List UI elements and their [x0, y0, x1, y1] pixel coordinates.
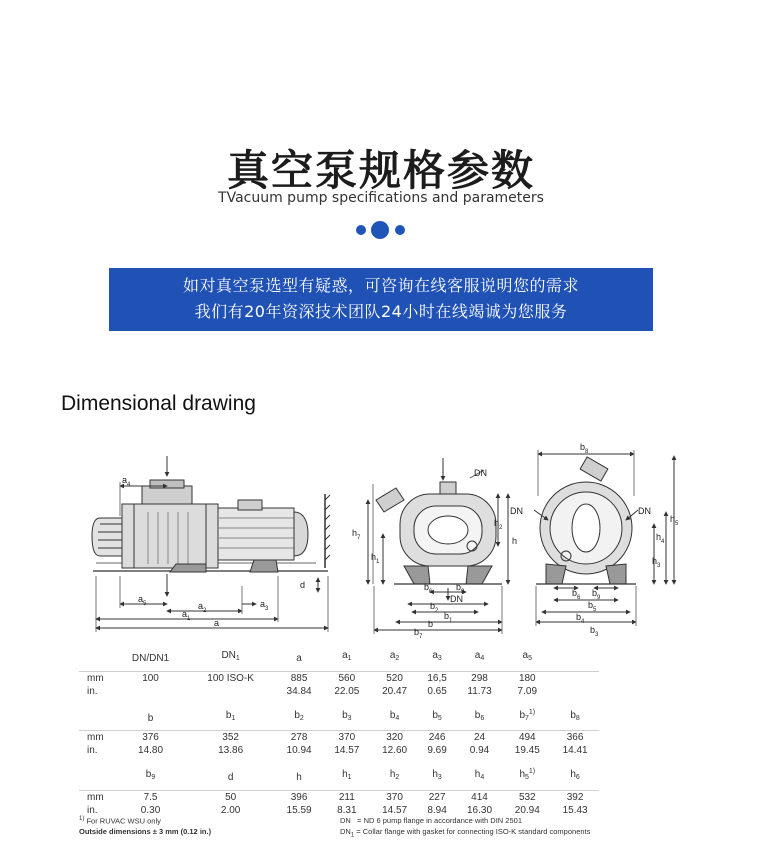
svg-text:a2: $a_2$	[198, 601, 207, 614]
column-header: $h_1$	[342, 769, 352, 781]
svg-text:a: a	[214, 618, 220, 628]
table-cell: 16,5	[427, 672, 447, 684]
contact-banner	[109, 268, 653, 331]
svg-text:b8: $b_8$	[580, 442, 589, 455]
svg-text:b7: $b_7$	[414, 627, 423, 640]
banner-line-2: 我们有20年资深技术团队24小时在线竭诚为您服务	[194, 302, 568, 321]
table-row	[79, 790, 599, 804]
unit-label: mm	[87, 791, 104, 803]
table-row	[79, 685, 599, 698]
column-header: $b_7^{1)}$	[519, 708, 536, 722]
table-cell: 24	[473, 732, 486, 743]
table-row	[79, 744, 599, 757]
table-cell: 494	[518, 732, 536, 743]
svg-text:b4: $b_4$	[576, 612, 585, 625]
table-cell	[79, 648, 115, 667]
column-header: b	[147, 712, 154, 724]
svg-text:b1: $b_1$	[444, 611, 453, 624]
table-cell: 370	[386, 791, 403, 803]
table-cell: 100 ISO-K	[207, 672, 254, 684]
table-cell: 11.73	[467, 685, 492, 697]
table-cell: 12.60	[382, 745, 408, 756]
column-header: $h_5^{1)}$	[519, 768, 536, 781]
svg-text:b3: $b_3$	[590, 625, 599, 638]
column-header: a	[296, 653, 302, 664]
table-cell: 366	[566, 732, 584, 743]
table-cell: 14.41	[562, 745, 588, 756]
spec-table	[79, 648, 599, 817]
table-cell: 180	[518, 672, 536, 684]
table-cell: 50	[225, 791, 237, 803]
section-title: Dimensional drawing	[61, 392, 256, 415]
table-cell: 20.47	[382, 685, 408, 697]
table-cell: 211	[338, 791, 355, 803]
column-header: $a_4$	[474, 650, 485, 662]
table-cell	[79, 706, 115, 727]
svg-text:DN: DN	[450, 594, 463, 604]
table-cell: 246	[428, 732, 446, 743]
table-cell	[79, 765, 115, 786]
table-cell: 15.43	[562, 804, 588, 816]
table-cell: 278	[290, 732, 308, 743]
svg-text:h7: $h_7$	[352, 528, 361, 541]
svg-text:DN: DN	[510, 506, 523, 516]
table-row	[79, 804, 599, 817]
table-cell: 14.80	[138, 745, 164, 756]
unit-label: in.	[87, 685, 98, 697]
table-cell: 352	[222, 732, 239, 743]
table-cell	[551, 685, 599, 698]
rear-view	[534, 450, 674, 626]
column-header: $b_6$	[474, 709, 485, 722]
column-header: $b_2$	[294, 709, 304, 722]
svg-text:b5: $b_5$	[588, 600, 597, 613]
table-cell: 392	[566, 791, 584, 803]
table-cell	[115, 685, 186, 698]
table-cell: 16.30	[467, 804, 493, 816]
table-cell: 9.69	[427, 745, 447, 756]
table-cell: 10.94	[286, 745, 312, 756]
svg-text:b6: $b_6$	[424, 582, 433, 595]
svg-text:h3: $h_3$	[652, 556, 661, 569]
svg-text:a1: $a_1$	[182, 609, 191, 622]
column-header: $a_1$	[342, 650, 352, 662]
svg-text:b6: $b_6$	[572, 588, 581, 601]
unit-label: mm	[87, 732, 104, 743]
column-header: $b_9$	[145, 769, 156, 781]
table-cell: 376	[142, 732, 159, 743]
table-cell: 370	[338, 732, 356, 743]
decorative-dots	[0, 219, 762, 241]
table-cell: 7.09	[517, 685, 538, 697]
column-header: $b_5$	[432, 709, 442, 722]
column-header: $h_3$	[432, 769, 442, 781]
table-row	[79, 671, 599, 685]
table-cell: 560	[338, 672, 356, 684]
column-header: $b_8$	[570, 709, 580, 722]
column-header: $a_3$	[432, 650, 442, 662]
table-cell: 396	[290, 791, 308, 803]
column-header: h	[296, 772, 302, 783]
unit-label: in.	[87, 804, 98, 816]
footnote-1: $^{1)}$ For RUVAC WSU only	[79, 816, 161, 826]
banner-line-1: 如对真空泵选型有疑惑，可咨询在线客服说明您的需求	[182, 276, 579, 295]
table-cell: 14.57	[382, 804, 408, 816]
svg-text:h4: $h_4$	[656, 532, 665, 545]
column-header: $b_1$	[225, 709, 236, 722]
table-cell	[551, 648, 599, 667]
svg-text:d: d	[300, 580, 306, 590]
svg-text:b: b	[428, 619, 434, 629]
dot-small-left	[356, 225, 366, 235]
table-row	[79, 731, 599, 745]
table-cell: 298	[471, 672, 488, 684]
table-cell	[551, 671, 599, 685]
svg-text:b9: $b_9$	[456, 582, 465, 595]
table-cell	[186, 685, 275, 698]
table-cell: 20.94	[514, 804, 540, 816]
table-cell: 15.59	[286, 804, 312, 816]
table-cell: 0.65	[427, 685, 447, 697]
table-cell: 227	[428, 791, 446, 803]
table-cell: 13.86	[218, 745, 244, 756]
column-header: d	[227, 772, 234, 783]
column-header: $h_2$	[389, 769, 400, 781]
column-header: $h_4$	[474, 769, 485, 781]
table-cell: 100	[142, 672, 159, 684]
page-subtitle: TVacuum pump specifications and parameters	[218, 190, 544, 206]
table-cell: 2.00	[220, 804, 241, 816]
table-cell: 34.84	[286, 685, 312, 697]
column-header: $a_2$	[389, 650, 400, 662]
table-cell: 885	[290, 672, 308, 684]
table-cell: 14.57	[334, 745, 360, 756]
column-header: $b_3$	[342, 709, 352, 722]
table-cell: 8.31	[337, 804, 357, 816]
footnote-2: Outside dimensions ± 3 mm (0.12 in.)	[79, 827, 212, 836]
page-title: 真空泵规格参数	[226, 146, 535, 195]
column-header: $b_4$	[389, 709, 400, 722]
table-cell: 19.45	[514, 745, 540, 756]
dot-large-center	[371, 221, 389, 239]
footnote-3: DN = ND 6 pump flange in accordance with DIN 2501	[340, 816, 522, 825]
unit-label: in.	[87, 745, 98, 756]
svg-text:a4: $a_4$	[122, 475, 131, 488]
table-header-row	[79, 765, 599, 786]
table-cell: 8.94	[427, 804, 447, 816]
table-cell: 532	[518, 791, 536, 803]
column-header: DN/DN1	[131, 653, 170, 664]
svg-text:h: h	[512, 536, 518, 546]
column-header: $a_5$	[522, 650, 533, 662]
table-cell: 414	[471, 791, 488, 803]
column-header: $DN_1$	[221, 650, 240, 662]
column-header: $h_6$	[570, 769, 580, 781]
footnote-4: $DN_1$ = Collar flange with gasket for connecting ISO-K standard components	[340, 827, 591, 839]
table-cell: 0.94	[469, 745, 490, 756]
table-header-row	[79, 648, 599, 667]
svg-text:a3: $a_3$	[260, 599, 269, 612]
svg-text:h2: $h_2$	[494, 518, 503, 531]
table-cell: 7.5	[143, 791, 158, 803]
svg-text:h1: $h_1$	[371, 552, 380, 565]
table-cell: 520	[386, 672, 403, 684]
svg-text:b9: $b_9$	[592, 588, 601, 601]
table-cell: 0.30	[140, 804, 161, 816]
dot-small-right	[395, 225, 405, 235]
table-header-row	[79, 706, 599, 727]
unit-label: mm	[87, 672, 104, 684]
dimensional-drawing	[78, 436, 688, 641]
svg-text:h5: $h_5$	[670, 514, 679, 527]
table-cell: 320	[386, 732, 403, 743]
svg-text:b2: $b_2$	[430, 601, 439, 614]
svg-text:DN: DN	[474, 468, 487, 478]
svg-text:DN: DN	[638, 506, 651, 516]
svg-text:a5: $a_5$	[138, 594, 147, 607]
table-cell: 22.05	[334, 685, 360, 697]
